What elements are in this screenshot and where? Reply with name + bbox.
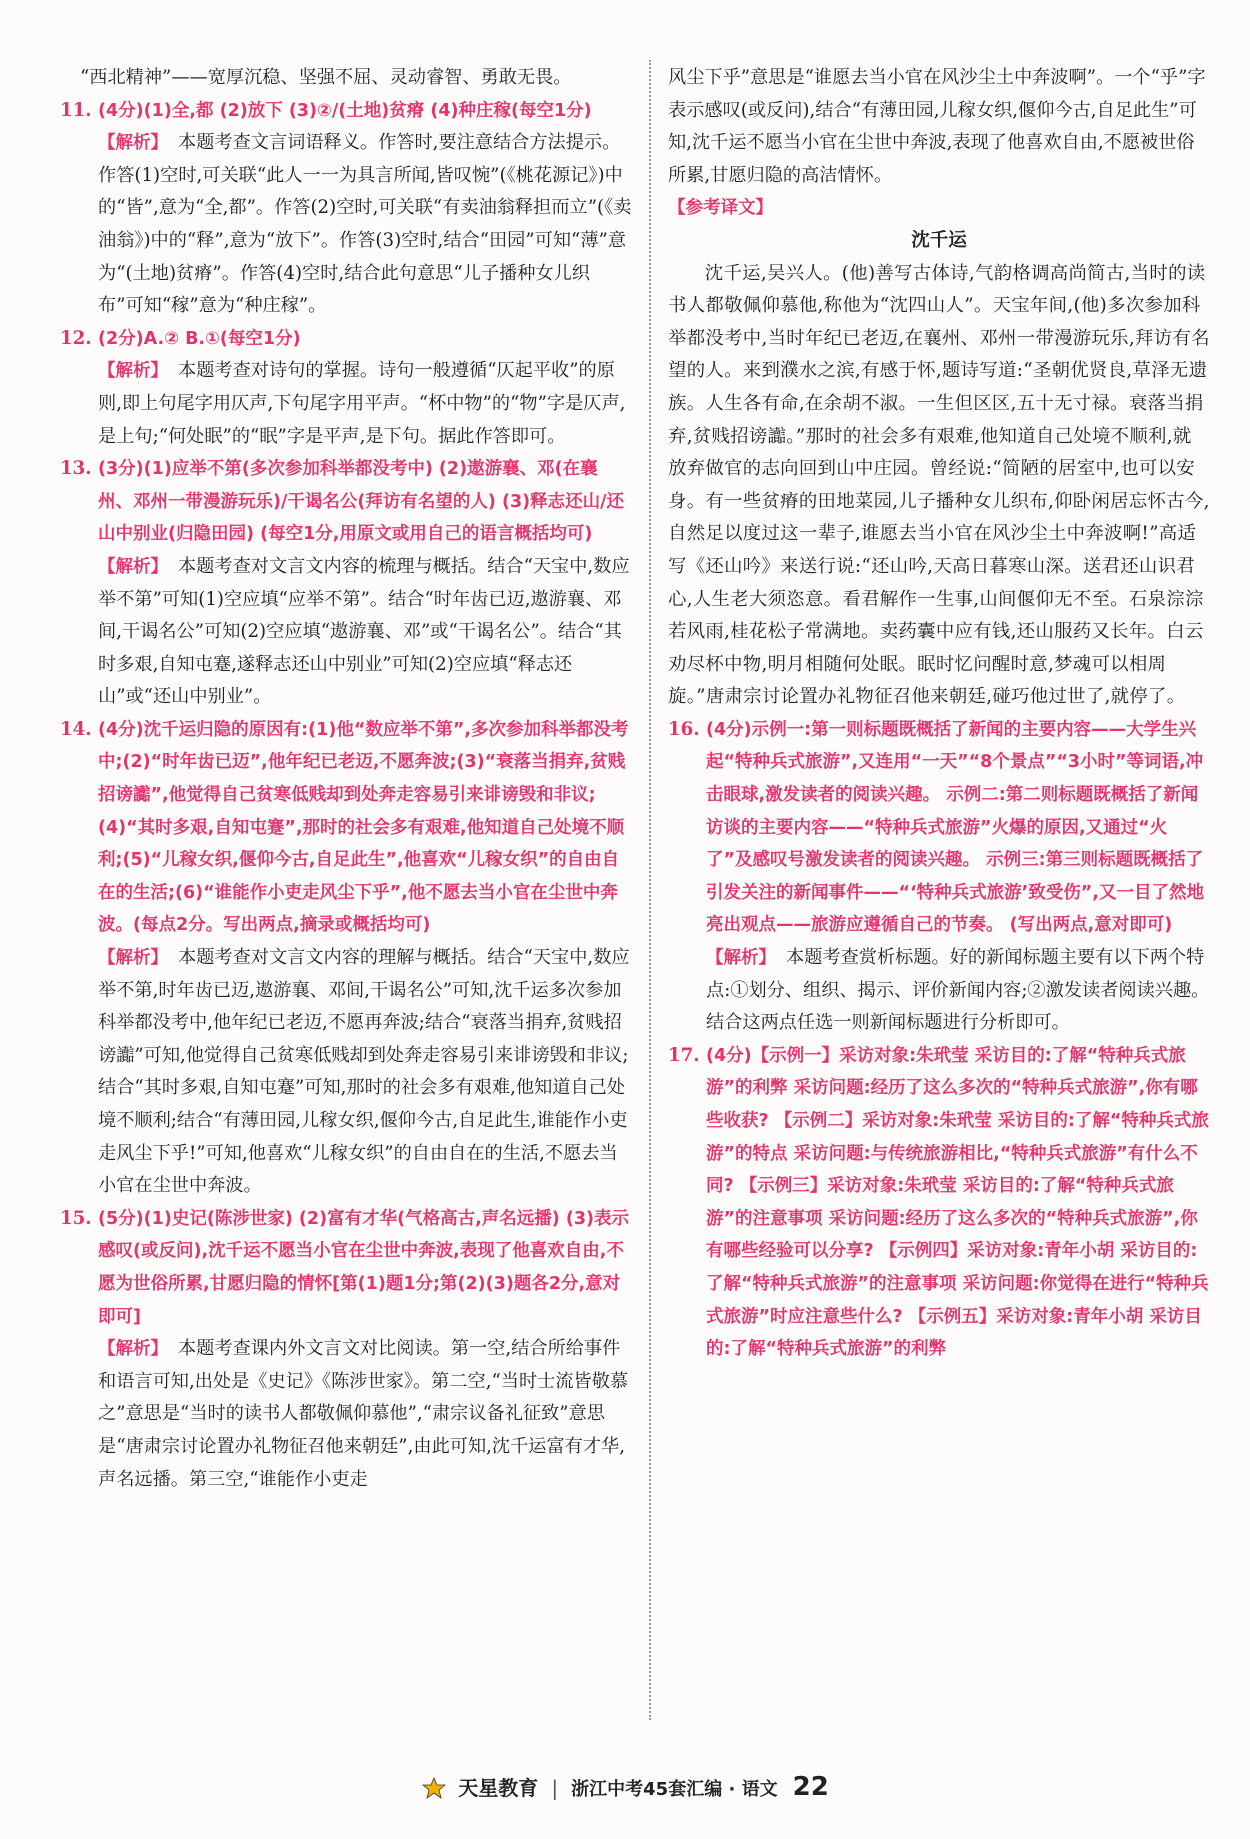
paragraph — [60, 62, 632, 95]
answer-text: (4分)【示例一】采访对象:朱玳莹 采访目的:了解“特种兵式旅游”的利弊 采访问题:经历了这么多次的“特种兵式旅游”,你有哪些收获? 【示例二】采访对象:朱玳莹 采访目的:了解“特种兵式旅游”的特点 采访问题:与传统旅游相比,“特种兵式旅游”有什么不同? 【示例三】采访对象:朱玳莹 采访目的:了解“特种兵式旅游”的注意事项 采访问题:经历了这么多次的“特种兵式旅游”,你有哪些经验可以分享? 【示例四】采访对象:青年小胡 采访目的:了解“特种兵式旅游”的注意事项 采访问题:你觉得在进行“特种兵式旅游”时应注意些什么? 【示例五】采访对象:青年小胡 采访目的:了解“特种兵式旅游”的利弊 — [706, 1045, 1209, 1360]
paragraph-text: “西北精神”——宽厚沉稳、坚强不屈、灵动睿智、勇敢无畏。 — [80, 67, 572, 88]
footer-brand: 天星教育 — [458, 1776, 539, 1800]
analysis-tag: 【解析】 — [98, 1339, 168, 1360]
analysis-tag: 【解析】 — [98, 361, 168, 382]
star-logo-icon — [421, 1777, 447, 1799]
analysis-block — [60, 1333, 632, 1496]
answer-item — [668, 1040, 1210, 1366]
answer-item — [60, 1203, 632, 1333]
analysis-tag: 【解析】 — [98, 556, 168, 577]
answer-text: (2分)A.② B.①(每空1分) — [98, 328, 301, 349]
analysis-tag: 【解析】 — [98, 948, 168, 969]
answer-item — [668, 714, 1210, 942]
paragraph — [668, 62, 1210, 192]
page-footer — [0, 1772, 1250, 1812]
analysis-text: 本题考查对文言文内容的梳理与概括。结合“天宝中,数应举不第”可知(1)空应填“应举不第”。结合“时年齿已迈,遨游襄、邓间,干谒名公”可知(2)空应填“遨游襄、邓”或“干谒名公”。结合“其时多艰,自知屯蹇,遂释志还山中别业”可知(2)空应填“释志还山”或“还山中别业”。 — [98, 555, 630, 708]
analysis-text: 本题考查文言词语释义。作答时,要注意结合方法提示。作答(1)空时,可关联“此人一一为具言所闻,皆叹惋”(《桃花源记》)中的“皆”,意为“全,都”。作答(2)空时,可关联“有卖油翁释担而立”(《卖油翁》)中的“释”,意为“放下”。作答(3)空时,结合“田园”可知“薄”意为“(土地)贫瘠”。作答(4)空时,结合此句意思“儿子播种女儿织布”可知“稼”意为“种庄稼”。 — [98, 132, 632, 317]
question-number: 16. — [668, 718, 700, 740]
question-number: 17. — [668, 1044, 700, 1066]
translation-tag: 【参考译文】 — [668, 198, 773, 219]
analysis-text: 本题考查赏析标题。好的新闻标题主要有以下两个特点:①划分、组织、揭示、评价新闻内容;②激发读者阅读兴趣。结合这两点任选一则新闻标题进行分析即可。 — [706, 947, 1210, 1034]
analysis-text: 本题考查课内外文言文对比阅读。第一空,结合所给事件和语言可知,出处是《史记》《陈涉世家》。第二空,“当时士流皆敬慕之”意思是“当时的读书人都敬佩仰慕他”,“肃宗议备礼征致”意思是“唐肃宗讨论置办礼物征召他来朝廷”,由此可知,沈千运富有才华,声名远播。第三空,“谁能作小吏走 — [98, 1338, 629, 1490]
answer-text: (4分)沈千运归隐的原因有:(1)他“数应举不第”,多次参加科举都没考中;(2)“时年齿已迈”,他年纪已老迈,不愿奔波;(3)“衰落当捐弃,贫贱招谤讟”,他觉得自己贫寒低贱却到处奔走容易引来诽谤毁和非议;(4)“其时多艰,自知屯蹇”,那时的社会多有艰难,他知道自己处境不顺利;(5)“儿稼女织,偃仰今古,自足此生”,他喜欢“儿稼女织”的自由自在的生活;(6)“谁能作小吏走风尘下乎”,他不愿去当小官在尘世中奔波。(每点2分。写出两点,摘录或概括均可) — [98, 719, 629, 936]
analysis-text: 本题考查对诗句的掌握。诗句一般遵循“仄起平收”的原则,即上句尾字用仄声,下句尾字用平声。“杯中物”的“物”字是仄声,是上句;“何处眠”的“眠”字是平声,是下句。据此作答即可。 — [98, 360, 626, 447]
footer-subtitle: 浙江中考45套汇编 · 语文 — [571, 1779, 778, 1800]
right-column — [668, 62, 1210, 1366]
analysis-block — [668, 942, 1210, 1040]
analysis-tag: 【解析】 — [98, 133, 168, 154]
analysis-block — [60, 127, 632, 323]
column-divider — [649, 60, 651, 1720]
answer-item — [60, 453, 632, 551]
question-number: 14. — [60, 718, 92, 740]
question-number: 13. — [60, 458, 92, 480]
translation-title: 沈千运 — [911, 229, 967, 251]
answer-text: (4分)示例一:第一则标题既概括了新闻的主要内容——大学生兴起“特种兵式旅游”,又连用“一天”“8个景点”“3小时”等词语,冲击眼球,激发读者的阅读兴趣。 示例二:第二则标题既概括了新闻访谈的主要内容——“特种兵式旅游”火爆的原因,又通过“火了”及感叹号激发读者的阅读兴趣。 示例三:第三则标题既概括了引发关注的新闻事件——“‘特种兵式旅游’致受伤”,又一目了然地亮出观点——旅游应遵循自己的节奏。 (写出两点,意对即可) — [706, 719, 1204, 936]
answer-item — [60, 714, 632, 942]
reference-translation-tag — [668, 192, 1210, 225]
answer-item — [60, 95, 632, 128]
paragraph-text: 风尘下乎”意思是“谁愿去当小官在风沙尘土中奔波啊”。一个“乎”字表示感叹(或反问),结合“有薄田园,儿稼女织,偃仰今古,自足此生”可知,沈千运不愿当小官在尘世中奔波,表现了他喜欢自由,不愿被世俗所累,甘愿归隐的高洁情怀。 — [668, 67, 1206, 186]
left-column — [60, 62, 632, 1496]
analysis-block — [60, 942, 632, 1203]
answer-text: (3分)(1)应举不第(多次参加科举都没考中) (2)遨游襄、邓(在襄州、邓州一带漫游玩乐)/干谒名公(拜访有名望的人) (3)释志还山/还山中别业(归隐田园) (每空1分,用原文或用自己的语言概括均可) — [98, 459, 625, 545]
question-number: 12. — [60, 327, 92, 349]
analysis-block — [60, 355, 632, 453]
answer-text: (4分)(1)全,都 (2)放下 (3)②/(土地)贫瘠 (4)种庄稼(每空1分) — [98, 100, 592, 121]
analysis-tag: 【解析】 — [706, 948, 776, 969]
translation-text: 沈千运,吴兴人。(他)善写古体诗,气韵格调高尚简古,当时的读书人都敬佩仰慕他,称他为“沈四山人”。天宝年间,(他)多次参加科举都没考中,当时年纪已老迈,在襄州、邓州一带漫游玩乐,拜访有名望的人。来到濮水之滨,有感于怀,题诗写道:“圣朝优贤良,草泽无遗族。人生各有命,在余胡不淑。一生但区区,五十无寸禄。衰落当捐弃,贫贱招谤讟。”那时的社会多有艰难,他知道自己处境不顺利,就放弃做官的志向回到山中庄园。曾经说:“简陋的居室中,也可以安身。有一些贫瘠的田地菜园,儿子播种女儿织布,仰卧闲居忘怀古今,自然足以度过这一辈子,谁愿去当小官在风沙尘土中奔波啊!”高适写《还山吟》来送行说:“还山吟,天高日暮寒山深。送君还山识君心,人生老大须恣意。看君解作一生事,山间偃仰无不至。石泉淙淙若风雨,桂花松子常满地。卖药囊中应有钱,还山服药又长年。白云劝尽杯中物,明月相随何处眠。眠时忆问醒时意,梦魂可以相周旋。”唐肃宗讨论置办礼物征召他来朝廷,碰巧他过世了,就停了。 — [668, 262, 1210, 708]
question-number: 11. — [60, 99, 92, 121]
footer-separator: | — [551, 1776, 559, 1800]
answer-text: (5分)(1)史记(陈涉世家) (2)富有才华(气格高古,声名远播) (3)表示感叹(或反问),沈千运不愿当小官在尘世中奔波,表现了他喜欢自由,不愿为世俗所累,甘愿归隐的情怀[第(1)题1分;第(2)(3)题各2分,意对即可] — [98, 1208, 630, 1327]
question-number: 15. — [60, 1207, 92, 1229]
analysis-text: 本题考查对文言文内容的理解与概括。结合“天宝中,数应举不第,时年齿已迈,遨游襄、邓间,干谒名公”可知,沈千运多次参加科举都没考中,他年纪已老迈,不愿再奔波;结合“衰落当捐弃,贫贱招谤讟”可知,他觉得自己贫寒低贱却到处奔走容易引来诽谤毁和非议;结合“其时多艰,自知屯蹇”可知,那时的社会多有艰难,他知道自己处境不顺利;结合“有薄田园,儿稼女织,偃仰今古,自足此生,谁能作小吏走风尘下乎!”可知,他喜欢“儿稼女织”的自由自在的生活,不愿去当小官在尘世中奔波。 — [98, 947, 630, 1197]
answer-item — [60, 323, 632, 356]
page-number: 22 — [792, 1772, 829, 1802]
analysis-block — [60, 551, 632, 714]
